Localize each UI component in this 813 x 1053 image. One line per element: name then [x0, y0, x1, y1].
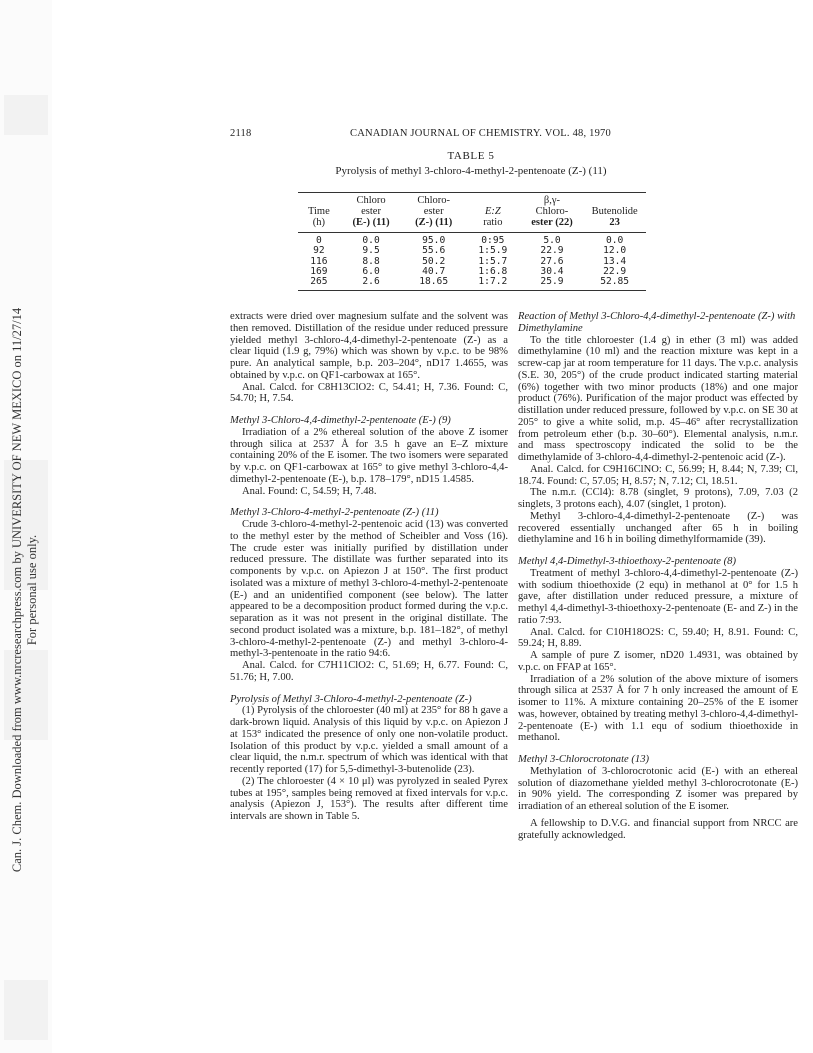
- right-column: [518, 311, 798, 841]
- table-cell: 2.6: [362, 276, 380, 288]
- table-cell: 92: [313, 245, 325, 257]
- col-header-time: Time (h): [307, 206, 330, 228]
- table-row: [298, 267, 646, 277]
- table-row: [298, 277, 646, 290]
- scan-smudge: [4, 980, 48, 1040]
- table-row: [298, 246, 646, 256]
- col-header-ratio: E:Z ratio: [483, 206, 503, 228]
- table-header-rule: [298, 232, 646, 233]
- paragraph: To the title chloroester (1.4 g) in ether (3 ml) was added dimethylamine (10 ml) and the reaction mixture was kept in a screw-cap jar at room temperature for 11 days. The v.p.c. analysis (S.E. 30, 205°) of the crude product indicated starting material (6%) together with two minor products (18%) and one major product (76%). Purification of the major product was effected by distillation under reduced pressure, followed by v.p.c. on SE 30 at 205° to give a white solid, m.p. 45–46° after recrystallization from petroleum ether (b.p. 30–60°). Elemental analysis, n.m.r. and mass spectroscopy indicated the solid to be the dimethylamide of 3-chloro-4,4-dimethyl-2-pentenoic acid (Z-).: [518, 334, 798, 463]
- section-heading: Methyl 4,4-Dimethyl-3-thioethoxy-2-pentenoate (8): [518, 556, 736, 567]
- journal-title: CANADIAN JOURNAL OF CHEMISTRY. VOL. 48, 1970: [350, 128, 611, 139]
- table-cell: 5.0: [543, 235, 561, 246]
- table-cell: 27.6: [540, 255, 564, 267]
- col-header-e-ester: Chloro ester (E-) (11): [352, 195, 390, 228]
- table-cell: 9.5: [362, 245, 380, 257]
- table-row: [298, 232, 646, 246]
- table-caption: [230, 165, 712, 177]
- table-cell: 0.0: [605, 235, 624, 246]
- table-cell: 55.6: [422, 245, 446, 257]
- table-cell: 95.0: [422, 235, 446, 246]
- table-cell: 30.4: [540, 265, 564, 277]
- table-header-row: [298, 193, 646, 232]
- table-cell: 22.9: [540, 245, 564, 257]
- col-header-beta-gamma: β,γ- Chloro- ester (22): [531, 195, 573, 228]
- table-cell: 169: [310, 265, 328, 277]
- section-heading: Methyl 3-Chloro-4-methyl-2-pentenoate (Z-) (11): [230, 507, 439, 519]
- paragraph: Irradiation of a 2% solution of the above mixture of isomers through silica at 2537 Å for 7 h only increased the amount of E isomer to 11%. A mixture containing 20–25% of the E isomer was, however, obtained by treating methyl 3-chloro-4,4-dimethyl-2-pentenoate (E-) with 1.1 equ of sodium thioethoxide in methanol.: [518, 673, 798, 744]
- download-notice-line: For personal use only.: [25, 534, 39, 646]
- table-cell: 18.65: [419, 276, 449, 288]
- table-cell: 265: [310, 276, 328, 288]
- table-cell: 12.0: [603, 245, 627, 257]
- section-heading: Methyl 3-Chlorocrotonate (13): [518, 754, 650, 765]
- table-cell: 8.8: [362, 255, 380, 267]
- table-number: TABLE 5: [447, 150, 495, 162]
- paragraph: Treatment of methyl 3-chloro-4,4-dimethyl-2-pentenoate (Z-) with sodium thioethoxide (2 equ) in methanol at 0° for 1.5 h gave, after distillation under reduced pressure, a mixture of methyl 4,4-dimethyl-3-thioethoxy-2-pentenoate (E- and Z-) in the ratio 7:93.: [518, 567, 798, 626]
- paragraph: Crude 3-chloro-4-methyl-2-pentenoic acid (13) was converted to the methyl ester by the method of Scheibler and Voss (16). The crude ester was initially purified by distillation under reduced pressure. The distillate was further separated into its components by v.p.c. on Apiezon J at 150°. The first product isolated was a mixture of methyl 3-chloro-4-methyl-2-pentenoate (E-) and an unidentified component (see below). The latter appeared to be a decomposition product formed during the v.p.c. separation as it was not present in the original distillate. The second product isolated was a mixture, b.p. 181–182°, of methyl 3-chloro-4-methyl-2-pentenoate (Z-) and methyl 3-chloro-4-methyl-3-pentenoate in the ratio 94:6.: [230, 519, 508, 660]
- paragraph: Anal. Calcd. for C8H13ClO2: C, 54.41; H, 7.36. Found: C, 54.70; H, 7.54.: [230, 381, 508, 405]
- table-cell: 50.2: [422, 255, 446, 267]
- paragraph: Methylation of 3-chlorocrotonic acid (E-) with an ethereal solution of diazomethane yielded methyl 3-chlorocrotonate (E-) in 90% yield. The corresponding Z isomer was prepared by irradiation of an ethereal solution of the E isomer.: [518, 765, 798, 812]
- scan-smudge: [4, 95, 48, 135]
- paragraph: The n.m.r. (CCl4): 8.78 (singlet, 9 protons), 7.09, 7.03 (2 singlets, 3 protons each), 4.07 (singlet, 1 proton).: [518, 487, 798, 510]
- table-cell: 116: [310, 255, 328, 267]
- table-cell: 25.9: [540, 276, 564, 288]
- section-heading: Pyrolysis of Methyl 3-Chloro-4-methyl-2-pentenoate (Z-): [230, 693, 472, 705]
- table-cell: 1:7.2: [478, 276, 508, 288]
- paragraph: (1) Pyrolysis of the chloroester (40 ml) at 235° for 88 h gave a dark-brown liquid. Analysis of this liquid by v.p.c. on Apiezon J at 153° indicated the presence of only one non-volatile product. Isolation of this product by v.p.c. yielded a small amount of a clear liquid, the n.m.r. spectrum of which was identical with that recently reported (17) for 5,5-dimethyl-3-butenolide (23).: [230, 705, 508, 775]
- table-cell: 0: [315, 235, 322, 246]
- table-cell: 1:5.9: [478, 245, 508, 257]
- table-cell: 13.4: [603, 255, 627, 267]
- left-column: [230, 311, 508, 823]
- paragraph: Anal. Found: C, 54.59; H, 7.48.: [242, 485, 377, 497]
- table-cell: 6.0: [362, 265, 380, 277]
- table-cell: 40.7: [422, 265, 446, 277]
- paragraph: Anal. Calcd. for C7H11ClO2: C, 51.69; H, 6.77. Found: C, 51.76; H, 7.00.: [230, 660, 508, 683]
- paragraph: Methyl 3-chloro-4,4-dimethyl-2-pentenoate (Z-) was recovered essentially unchanged after 65 h in boiling diethylamine and 16 h in boiling dimethylformamide (39).: [518, 510, 798, 546]
- table-cell: 22.9: [603, 265, 627, 277]
- paragraph: A sample of pure Z isomer, nD20 1.4931, was obtained by v.p.c. on FFAP at 165°.: [518, 650, 798, 673]
- paragraph: Anal. Calcd. for C10H18O2S: C, 59.40; H, 8.91. Found: C, 59.24; H, 8.89.: [518, 626, 798, 650]
- pyrolysis-table: [298, 193, 646, 290]
- download-notice-line: Can. J. Chem. Downloaded from www.nrcresearchpress.com by UNIVERSITY OF NEW MEXICO on 11/27/14: [10, 307, 24, 873]
- section-heading: Reaction of Methyl 3-Chloro-4,4-dimethyl-2-pentenoate (Z-) with Dimethylamine: [518, 311, 796, 334]
- table-row: [298, 257, 646, 267]
- paragraph: Anal. Calcd. for C9H16ClNO: C, 56.99; H, 8.44; N, 7.39; Cl, 18.74. Found: C, 57.05; H, 8.57; N, 7.12; Cl, 18.51.: [518, 463, 798, 487]
- page-number: 2118: [230, 128, 252, 139]
- section-heading: Methyl 3-Chloro-4,4-dimethyl-2-pentenoate (E-) (9): [230, 415, 451, 426]
- table-cell: 0.0: [362, 235, 380, 246]
- paragraph: extracts were dried over magnesium sulfate and the solvent was then removed. Distillation of the residue under reduced pressure yielded methyl 3-chloro-4,4-dimethyl-2-pentenoate (Z-) as a clear liquid (1.9 g, 79%) which was shown by v.p.c. to be 98% pure. An analytical sample, b.p. 203–204°, nD17 1.4655, was obtained by v.p.c. on QF1-carbowax at 165°.: [230, 311, 508, 381]
- table-cell: 1:5.7: [478, 255, 508, 267]
- col-header-butenolide: Butenolide 23: [591, 206, 638, 228]
- table-cell: 1:6.8: [478, 265, 508, 277]
- table-caption-text: Pyrolysis of methyl 3-chloro-4-methyl-2-pentenoate (Z-) (11): [335, 165, 607, 177]
- table-cell: 0:95: [481, 235, 505, 246]
- table-cell: 52.85: [600, 276, 630, 288]
- col-header-z-ester: Chloro- ester (Z-) (11): [415, 195, 453, 228]
- paragraph: (2) The chloroester (4 × 10 μl) was pyrolyzed in sealed Pyrex tubes at 195°, samples being removed at fixed intervals for v.p.c. analysis (Apiezon J, 153°). The results after different time intervals are shown in Table 5.: [230, 775, 508, 822]
- table-bottom-rule: [298, 290, 646, 291]
- download-notice: [10, 230, 40, 950]
- paragraph: Irradiation of a 2% ethereal solution of the above Z isomer through silica at 2537 Å for 3.5 h gave an E–Z mixture containing 20% of the E isomer. The two isomers were separated by v.p.c. on QF1-carbowax at 165° to give methyl 3-chloro-4,4-dimethyl-2-pentenoate (E-), b.p. 178–179°, nD15 1.4585.: [230, 426, 508, 485]
- paragraph: A fellowship to D.V.G. and financial support from NRCC are gratefully acknowledged.: [518, 817, 798, 841]
